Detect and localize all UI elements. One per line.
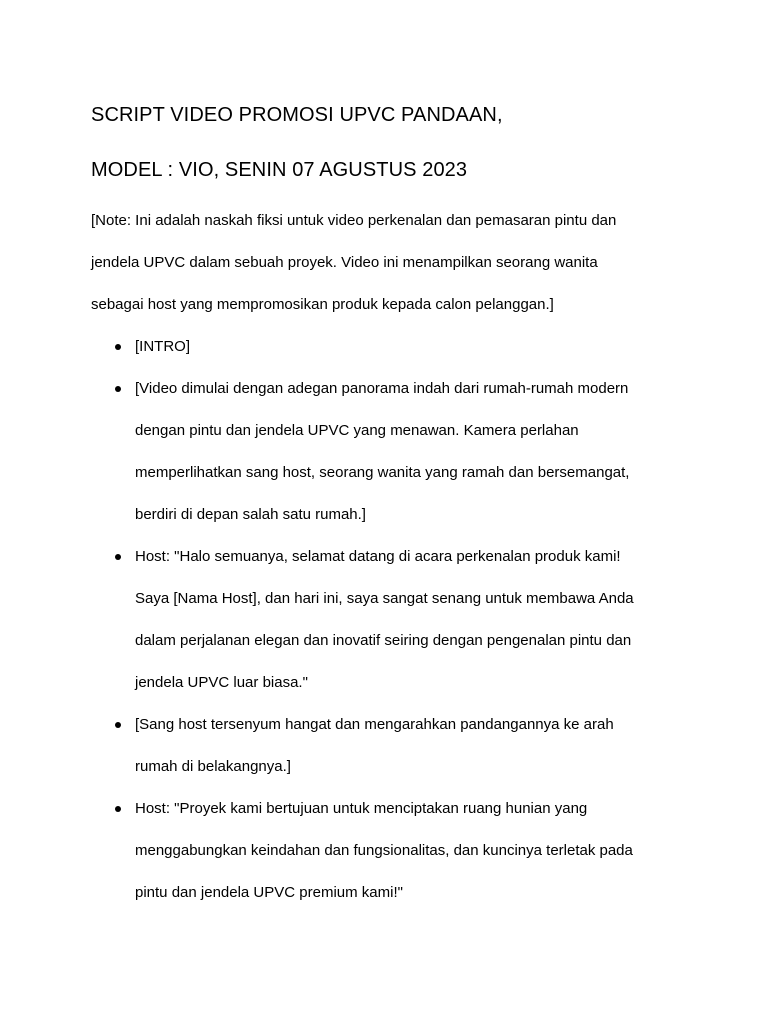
bullet-line: pintu dan jendela UPVC premium kami!" xyxy=(135,884,403,901)
bullet-item-intro xyxy=(91,326,711,368)
note-line: sebagai host yang mempromosikan produk kepada calon pelanggan.] xyxy=(91,296,554,313)
bullet-line: [INTRO] xyxy=(135,338,190,355)
bullet-dot-icon xyxy=(115,386,121,392)
script-title: SCRIPT VIDEO PROMOSI UPVC PANDAAN, xyxy=(91,104,503,126)
bullet-dot-icon xyxy=(115,344,121,350)
bullet-line: rumah di belakangnya.] xyxy=(135,758,291,775)
bullet-dot-icon xyxy=(115,722,121,728)
script-bullet-list xyxy=(91,326,711,914)
note-paragraph xyxy=(91,200,691,326)
bullet-item-scene-opening xyxy=(91,368,711,536)
bullet-item-host-smile xyxy=(91,704,711,788)
bullet-line: dalam perjalanan elegan dan inovatif seiring dengan pengenalan pintu dan xyxy=(135,632,632,649)
bullet-dot-icon xyxy=(115,554,121,560)
bullet-line: jendela UPVC luar biasa." xyxy=(135,674,308,691)
bullet-dot-icon xyxy=(115,806,121,812)
bullet-line: [Sang host tersenyum hangat dan mengarahkan pandangannya ke arah xyxy=(135,716,614,733)
model-date-heading: MODEL : VIO, SENIN 07 AGUSTUS 2023 xyxy=(91,159,468,181)
bullet-item-project-goal xyxy=(91,788,711,914)
bullet-line: Host: "Halo semuanya, selamat datang di acara perkenalan produk kami! xyxy=(135,548,621,565)
bullet-line: berdiri di depan salah satu rumah.] xyxy=(135,506,366,523)
note-line: [Note: Ini adalah naskah fiksi untuk video perkenalan dan pemasaran pintu dan xyxy=(91,212,617,229)
bullet-line: [Video dimulai dengan adegan panorama indah dari rumah-rumah modern xyxy=(135,380,629,397)
bullet-line: Saya [Nama Host], dan hari ini, saya sangat senang untuk membawa Anda xyxy=(135,590,634,607)
note-line: jendela UPVC dalam sebuah proyek. Video ini menampilkan seorang wanita xyxy=(91,254,598,271)
bullet-line: Host: "Proyek kami bertujuan untuk menciptakan ruang hunian yang xyxy=(135,800,588,817)
bullet-item-host-greeting xyxy=(91,536,711,704)
bullet-line: memperlihatkan sang host, seorang wanita yang ramah dan bersemangat, xyxy=(135,464,630,481)
bullet-line: menggabungkan keindahan dan fungsionalitas, dan kuncinya terletak pada xyxy=(135,842,633,859)
bullet-line: dengan pintu dan jendela UPVC yang menawan. Kamera perlahan xyxy=(135,422,579,439)
